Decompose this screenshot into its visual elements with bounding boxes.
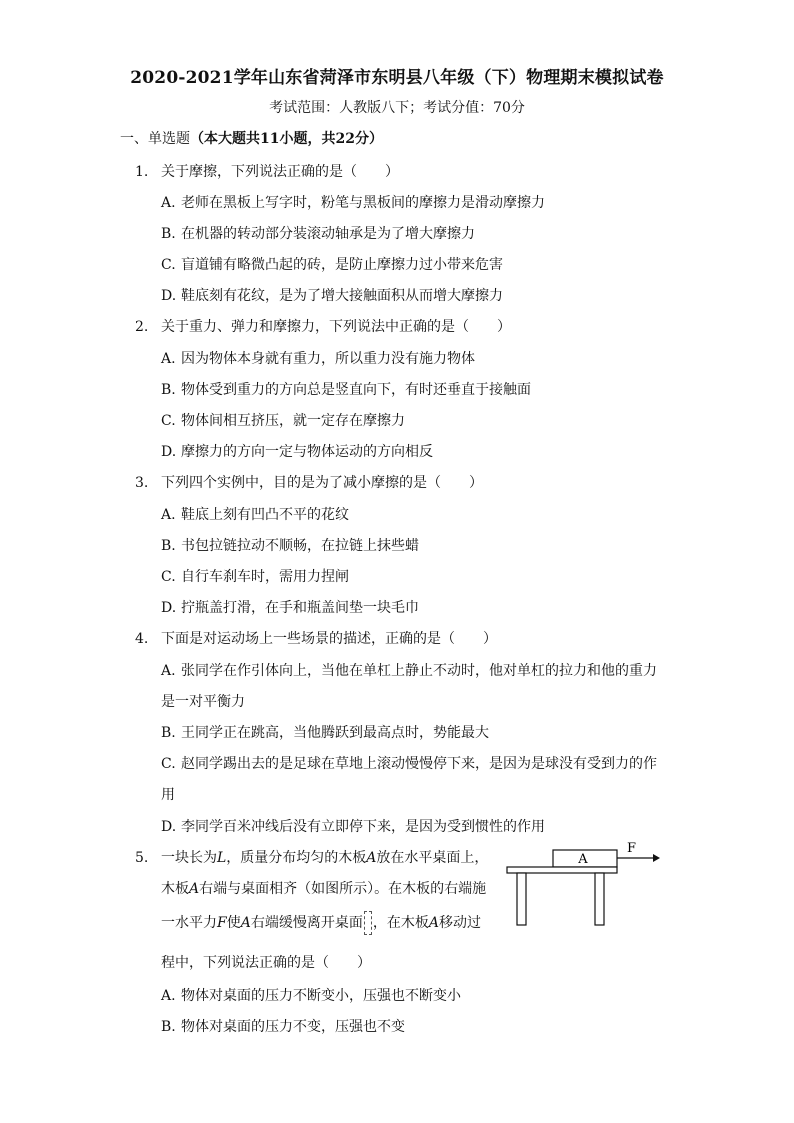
section-heading-note: （本大题共11小题，共22分）	[190, 131, 383, 147]
question-1-option-d	[161, 285, 503, 305]
option-label: B.	[161, 382, 176, 398]
variable-f: F	[217, 915, 227, 931]
question-text: 使	[226, 915, 241, 931]
force-arrow-head	[653, 854, 660, 862]
option-text: 王同学正在跳高，当他腾跃到最高点时，势能最大	[181, 725, 489, 741]
question-text: 移动过	[438, 915, 481, 931]
option-label: B.	[161, 538, 176, 554]
question-text: 关于重力、弹力和摩擦力，下列说法中正确的是（ ）	[161, 319, 511, 335]
question-1-option-a	[161, 192, 545, 212]
question-text: 一水平力	[161, 915, 217, 931]
variable-a: A	[428, 915, 439, 931]
question-5-option-a	[161, 985, 461, 1005]
question-number: 5.	[135, 850, 149, 866]
option-label: D.	[161, 288, 177, 304]
option-text: 摩擦力的方向一定与物体运动的方向相反	[181, 444, 433, 460]
option-label: C.	[161, 569, 176, 585]
section-heading-label: 一、单选题	[120, 131, 190, 147]
question-5-stem-line-3	[161, 911, 481, 935]
option-label: A.	[161, 988, 176, 1004]
question-number: 2.	[135, 319, 149, 335]
option-text: 物体对桌面的压力不变，压强也不变	[181, 1019, 405, 1035]
question-text: ，质量分布均匀的木板	[226, 850, 367, 866]
option-text: 物体受到重力的方向总是竖直向下，有时还垂直于接触面	[181, 382, 531, 398]
option-text: 在机器的转动部分装滚动轴承是为了增大摩擦力	[181, 226, 475, 242]
question-4-stem	[135, 628, 497, 648]
question-3-stem	[135, 472, 483, 492]
question-4-option-b	[161, 722, 489, 742]
option-label: A.	[161, 507, 176, 523]
question-text: 右端缓慢离开桌面	[250, 915, 363, 931]
variable-a: A	[240, 915, 251, 931]
question-number: 3.	[135, 475, 149, 491]
question-4-option-a	[161, 660, 657, 680]
option-text: 老师在黑板上写字时，粉笔与黑板间的摩擦力是滑动摩擦力	[181, 195, 545, 211]
question-1-stem	[135, 161, 399, 181]
question-4-option-c	[161, 753, 657, 773]
option-text: 因为物体本身就有重力，所以重力没有施力物体	[181, 351, 475, 367]
question-text: 关于摩擦，下列说法正确的是（ ）	[161, 164, 399, 180]
question-text: 放在水平桌面上，	[376, 850, 489, 866]
text-cursor-marker	[364, 911, 372, 935]
question-text: ，在木板	[372, 915, 429, 931]
question-text: 下面是对运动场上一些场景的描述，正确的是（ ）	[161, 631, 497, 647]
option-label: A.	[161, 663, 176, 679]
option-label: D.	[161, 819, 177, 835]
question-text: 一块长为	[161, 850, 217, 866]
option-label: A.	[161, 195, 176, 211]
option-text: 书包拉链拉动不顺畅，在拉链上抹些蜡	[181, 538, 419, 554]
question-3-option-c	[161, 566, 349, 586]
question-2-stem	[135, 316, 511, 336]
block-label: A	[578, 852, 588, 867]
question-3-option-d	[161, 597, 419, 617]
variable-l: L	[217, 850, 227, 866]
question-4-option-d	[161, 816, 545, 836]
question-number: 4.	[135, 631, 149, 647]
option-label: D.	[161, 444, 177, 460]
question-3-option-a	[161, 504, 349, 524]
table-leg-left	[517, 873, 526, 925]
question-2-option-c	[161, 410, 405, 430]
option-text: 物体对桌面的压力不断变小，压强也不断变小	[181, 988, 461, 1004]
option-text: 物体间相互挤压，就一定存在摩擦力	[181, 413, 405, 429]
option-label: C.	[161, 257, 176, 273]
question-number: 1.	[135, 164, 149, 180]
question-1-option-b	[161, 223, 475, 243]
table-top	[507, 867, 617, 873]
question-5-figure	[505, 840, 665, 930]
page-title: 2020-2021学年山东省菏泽市东明县八年级（下）物理期末模拟试卷	[130, 68, 664, 88]
option-text: 李同学百米冲线后没有立即停下来，是因为受到惯性的作用	[181, 819, 545, 835]
option-text: 拧瓶盖打滑，在手和瓶盖间垫一块毛巾	[181, 600, 419, 616]
option-text: 张同学在作引体向上，当他在单杠上静止不动时，他对单杠的拉力和他的重力	[181, 663, 657, 679]
table-leg-right	[595, 873, 604, 925]
question-4-option-a-continuation: 是一对平衡力	[161, 694, 245, 710]
page-subtitle: 考试范围：人教版八下；考试分值：70分	[269, 100, 525, 116]
question-5-option-b	[161, 1016, 405, 1036]
variable-a: A	[189, 881, 200, 897]
question-2-option-d	[161, 441, 433, 461]
option-label: D.	[161, 600, 177, 616]
option-text: 盲道铺有略微凸起的砖，是防止摩擦力过小带来危害	[181, 257, 503, 273]
question-text: 下列四个实例中，目的是为了减小摩擦的是（ ）	[161, 475, 483, 491]
question-2-option-b	[161, 379, 531, 399]
question-1-option-c	[161, 254, 503, 274]
question-2-option-a	[161, 348, 475, 368]
question-3-option-b	[161, 535, 419, 555]
question-text: 木板	[161, 881, 189, 897]
option-label: C.	[161, 413, 176, 429]
option-label: B.	[161, 1019, 176, 1035]
option-label: C.	[161, 756, 176, 772]
question-5-stem-line-2	[161, 878, 486, 898]
question-5-stem-line-4: 程中，下列说法正确的是（ ）	[161, 955, 371, 971]
question-text: 右端与桌面相齐（如图所示）。在木板的右端施	[199, 881, 487, 897]
variable-a: A	[366, 850, 377, 866]
option-text: 鞋底刻有花纹，是为了增大接触面积从而增大摩擦力	[181, 288, 503, 304]
question-5-stem-line-1	[135, 847, 488, 867]
question-4-option-c-continuation: 用	[161, 787, 175, 803]
option-text: 鞋底上刻有凹凸不平的花纹	[181, 507, 349, 523]
option-label: B.	[161, 226, 176, 242]
section-heading	[120, 128, 383, 148]
option-text: 自行车刹车时，需用力捏闸	[181, 569, 349, 585]
option-text: 赵同学踢出去的是足球在草地上滚动慢慢停下来，是因为是球没有受到力的作	[181, 756, 657, 772]
option-label: A.	[161, 351, 176, 367]
force-label: F	[627, 841, 637, 856]
option-label: B.	[161, 725, 176, 741]
